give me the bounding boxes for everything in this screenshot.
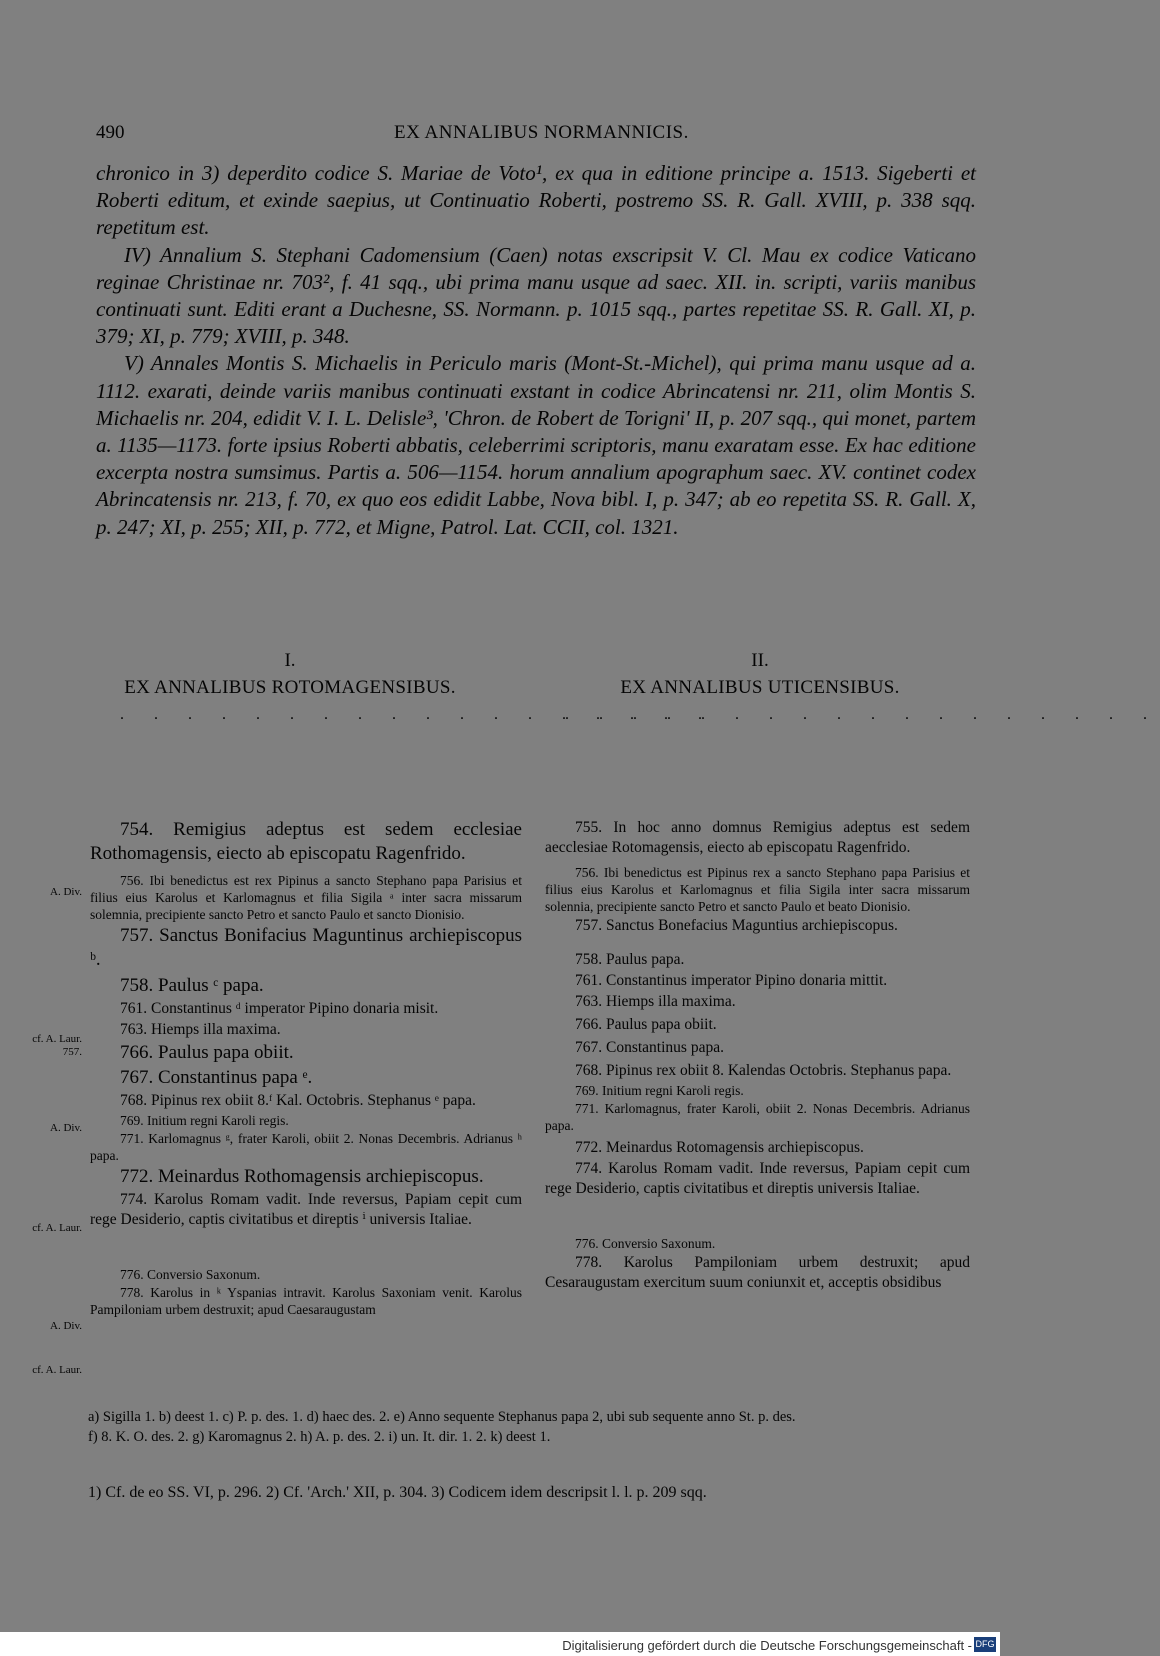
- entry-767: 767. Constantinus papa ᵉ.: [120, 1067, 313, 1088]
- margin-note: cf. A. Laur. 757.: [32, 1033, 82, 1058]
- entry-761: 761. Constantinus ᵈ imperator Pipino donaria misit.: [120, 1000, 439, 1017]
- entry-778: 778. Karolus Pampiloniam urbem destruxit; apud Cesaraugustam exercitum suum coniunxit et, acceptis obsidibus: [545, 1254, 970, 1291]
- entry-754: 754. Remigius adeptus est sedem ecclesiae Rothomagensis, eiecto ab episcopatu Ragenfrido.: [90, 819, 522, 864]
- left-column-number: I.: [284, 650, 296, 671]
- intro-text: [96, 160, 976, 541]
- page-number: 490: [96, 122, 125, 143]
- entry-772: 772. Meinardus Rothomagensis archiepiscopus.: [120, 1166, 484, 1187]
- margin-note: cf. A. Laur.: [32, 1364, 82, 1376]
- margin-note: cf. A. Laur.: [32, 1222, 82, 1234]
- entry-756: 756. Ibi benedictus est Pipinus rex a sancto Stephano papa Parisius et filius eius Karolus et Karlomagnus et filia Sigila inter sacra missarum solennia, precipiente sancto Petro et sancto Paulo et beato Dionisio.: [545, 865, 970, 914]
- ellipsis-left: . . . . . . . . . . . . . . . . . .: [120, 706, 715, 723]
- footer-credit: Digitalisierung gefördert durch die Deutsche Forschungsgemeinschaft -: [562, 1638, 972, 1653]
- right-column-number: II.: [751, 650, 769, 671]
- entry-767: 767. Constantinus papa.: [575, 1039, 724, 1056]
- right-column: [545, 818, 970, 1294]
- entry-769: 769. Initium regni Karoli regis.: [575, 1083, 744, 1098]
- footnote-line: f) 8. K. O. des. 2. g) Karomagnus 2. h) A. p. des. 2. i) un. It. dir. 1. 2. k) deest 1.: [88, 1429, 551, 1445]
- entry-758: 758. Paulus papa.: [575, 951, 685, 968]
- ellipsis-right: . . . . . . . . . . . . . . . . . .: [565, 706, 1160, 723]
- entry-766: 766. Paulus papa obiit.: [575, 1016, 717, 1033]
- entry-776: 776. Conversio Saxonum.: [120, 1267, 261, 1282]
- intro-paragraph: V) Annales Montis S. Michaelis in Periculo maris (Mont-St.-Michel), qui prima manu usque ad a. 1112. exarati, deinde variis manibus continuati exstant in codice Abrincatensi nr. 211, olim Montis S. Michaelis nr. 204, edidit V. I. L. Delisle³, 'Chron. de Robert de Torigni' II, p. 207 sqq., qui monet, partem a. 1135—1173. forte ipsius Roberti abbatis, celeberrimi scriptoris, manu exaratam esse. Ex hac editione excerpta nostra sumsimus. Partis a. 506—1154. horum annalium apographum saec. XV. continet codex Abrincatensis nr. 213, f. 70, ex quo eos edidit Labbe, Nova bibl. I, p. 347; ab eo repetita SS. R. Gall. X, p. 247; XI, p. 255; XII, p. 772, et Migne, Patrol. Lat. CCII, col. 1321.: [96, 351, 976, 539]
- intro-paragraph: IV) Annalium S. Stephani Cadomensium (Caen) notas exscripsit V. Cl. Mau ex codice Vaticano reginae Christinae nr. 703², f. 41 sqq., ubi prima manu usque ad saec. XII. in. scripti, variis manibus continuati sunt. Editi erant a Duchesne, SS. Normann. p. 1015 sqq., partes repetitae SS. R. Gall. XI, p. 379; XI, p. 779; XVIII, p. 348.: [96, 242, 976, 349]
- footnote-line: a) Sigilla 1. b) deest 1. c) P. p. des. 1. d) haec des. 2. e) Anno sequente Stephanus papa 2, ubi sub sequente anno St. p. des.: [88, 1409, 796, 1425]
- running-title: EX ANNALIBUS NORMANNICIS.: [394, 122, 689, 143]
- entry-757: 757. Sanctus Bonefacius Maguntius archiepiscopus.: [575, 917, 898, 934]
- entry-768: 768. Pipinus rex obiit 8.ᶠ Kal. Octobris. Stephanus ᵉ papa.: [120, 1092, 476, 1109]
- entry-771: 771. Karlomagnus ᵍ, frater Karoli, obiit 2. Nonas Decembris. Adrianus ʰ papa.: [90, 1131, 522, 1163]
- entry-772: 772. Meinardus Rotomagensis archiepiscopus.: [575, 1139, 864, 1156]
- entry-758: 758. Paulus ᶜ papa.: [120, 975, 264, 996]
- entry-774: 774. Karolus Romam vadit. Inde reversus, Papiam cepit cum rege Desiderio, captis civitatibus et direptis ⁱ universis Italiae.: [90, 1191, 522, 1228]
- entry-756: 756. Ibi benedictus est rex Pipinus a sancto Stephano papa Parisius et filius eius Karolus et Karlomagnus et filia Sigila ᵃ inter sacra missarum solemnia, precipiente sancto Petro et sancto Paulo et sancto Dionisio.: [90, 873, 522, 922]
- entry-763: 763. Hiemps illa maxima.: [575, 993, 736, 1010]
- entry-755: 755. In hoc anno domnus Remigius adeptus est sedem aecclesiae Rotomagensis, eiecto ab episcopatu Ragenfrido.: [545, 819, 970, 856]
- reference-notes: 1) Cf. de eo SS. VI, p. 296. 2) Cf. 'Arch.' XII, p. 304. 3) Codicem idem descripsit l. l. p. 209 sqq.: [88, 1484, 707, 1501]
- entry-763: 763. Hiemps illa maxima.: [120, 1021, 281, 1038]
- entry-766: 766. Paulus papa obiit.: [120, 1042, 294, 1063]
- entry-768: 768. Pipinus rex obiit 8. Kalendas Octobris. Stephanus papa.: [575, 1062, 952, 1079]
- dfg-logo[interactable]: DFG: [974, 1637, 996, 1652]
- entry-774: 774. Karolus Romam vadit. Inde reversus, Papiam cepit cum rege Desiderio, captis civitatibus et direptis universis Italiae.: [545, 1160, 970, 1197]
- entry-776: 776. Conversio Saxonum.: [575, 1236, 716, 1251]
- entry-757: 757. Sanctus Bonifacius Maguntinus archiepiscopus ᵇ.: [90, 925, 522, 970]
- intro-paragraph: chronico in 3) deperdito codice S. Mariae de Voto¹, ex qua in editione principe a. 1513. Sigeberti et Roberti editum, et exinde saepius, ut Continuatio Roberti, postremo SS. R. Gall. XVIII, p. 338 sqq. repetitum est.: [96, 161, 976, 240]
- right-column-title: EX ANNALIBUS UTICENSIBUS.: [620, 677, 900, 698]
- margin-note: A. Div.: [50, 1122, 82, 1134]
- entry-761: 761. Constantinus imperator Pipino donaria mittit.: [575, 972, 888, 989]
- left-column: [90, 818, 522, 1319]
- entry-769: 769. Initium regni Karoli regis.: [120, 1113, 289, 1128]
- margin-note: A. Div.: [50, 886, 82, 898]
- left-column-title: EX ANNALIBUS ROTOMAGENSIBUS.: [124, 677, 456, 698]
- margin-note: A. Div.: [50, 1320, 82, 1332]
- entry-771: 771. Karlomagnus, frater Karoli, obiit 2. Nonas Decembris. Adrianus papa.: [545, 1101, 970, 1133]
- entry-778: 778. Karolus in ᵏ Yspanias intravit. Karolus Saxoniam venit. Karolus Pampiloniam urbem destruxit; apud Caesaraugustam: [90, 1285, 522, 1317]
